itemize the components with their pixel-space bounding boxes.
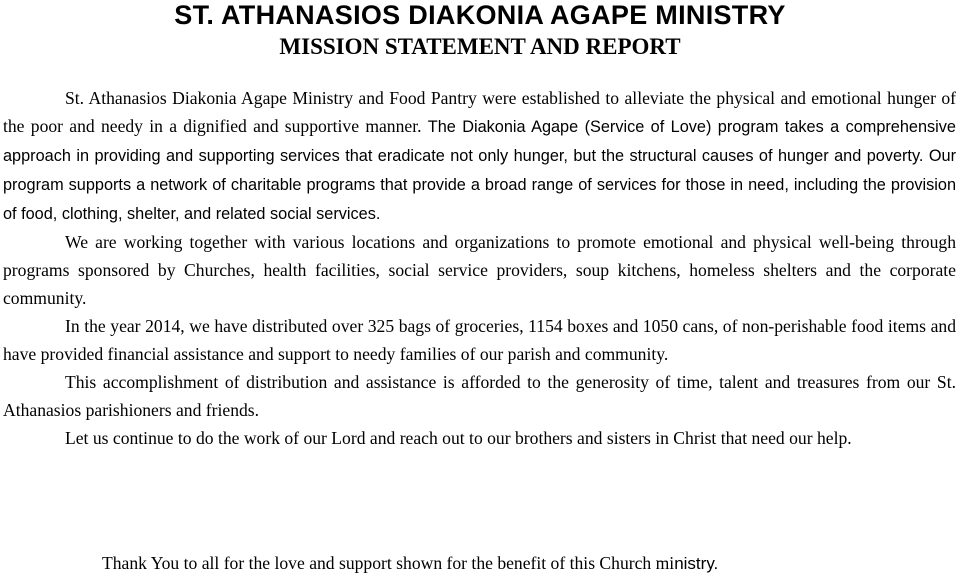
thank-you-text-tail: nistry. (674, 554, 719, 573)
document-body (3, 84, 956, 452)
paragraph-accomplishment: This accomplishment of distribution and assistance is afforded to the generosity of time, talent and treasures from our St. Athanasios parishioners and friends. (3, 372, 956, 420)
thank-you-text: Thank You to all for the love and support shown for the benefit of this Church mi (102, 553, 675, 573)
thank-you-note (102, 549, 942, 578)
page-title: ST. ATHANASIOS DIAKONIA AGAPE MINISTRY (174, 0, 786, 30)
paragraph-call-to-action: Let us continue to do the work of our Lord and reach out to our brothers and sisters in Christ that need our help. (65, 428, 852, 448)
page-subtitle: MISSION STATEMENT AND REPORT (279, 34, 681, 59)
paragraph-mission-intro: St. Athanasios Diakonia Agape Ministry and Food Pantry were established to alleviate the physical and emotional hunger of the poor and needy in a dignified and supportive manner. (3, 88, 956, 136)
paragraph-mission (3, 84, 956, 228)
paragraph-partnerships: We are working together with various locations and organizations to promote emotional and physical well-being through programs sponsored by Churches, health facilities, social service providers, soup kitchens, homeless shelters and the corporate community. (3, 232, 956, 308)
paragraph-report-2014: In the year 2014, we have distributed over 325 bags of groceries, 1154 boxes and 1050 cans, of non-perishable food items and have provided financial assistance and support to needy families of our parish and community. (3, 316, 956, 364)
paragraph-mission-program: The Diakonia Agape (Service of Love) program takes a comprehensive approach in providing and supporting services that eradicate not only hunger, but the structural causes of hunger and poverty. Our program supports a network of charitable programs that provide a broad range of services for those in need, including the provision of food, clothing, shelter, and related social services. (3, 118, 956, 223)
